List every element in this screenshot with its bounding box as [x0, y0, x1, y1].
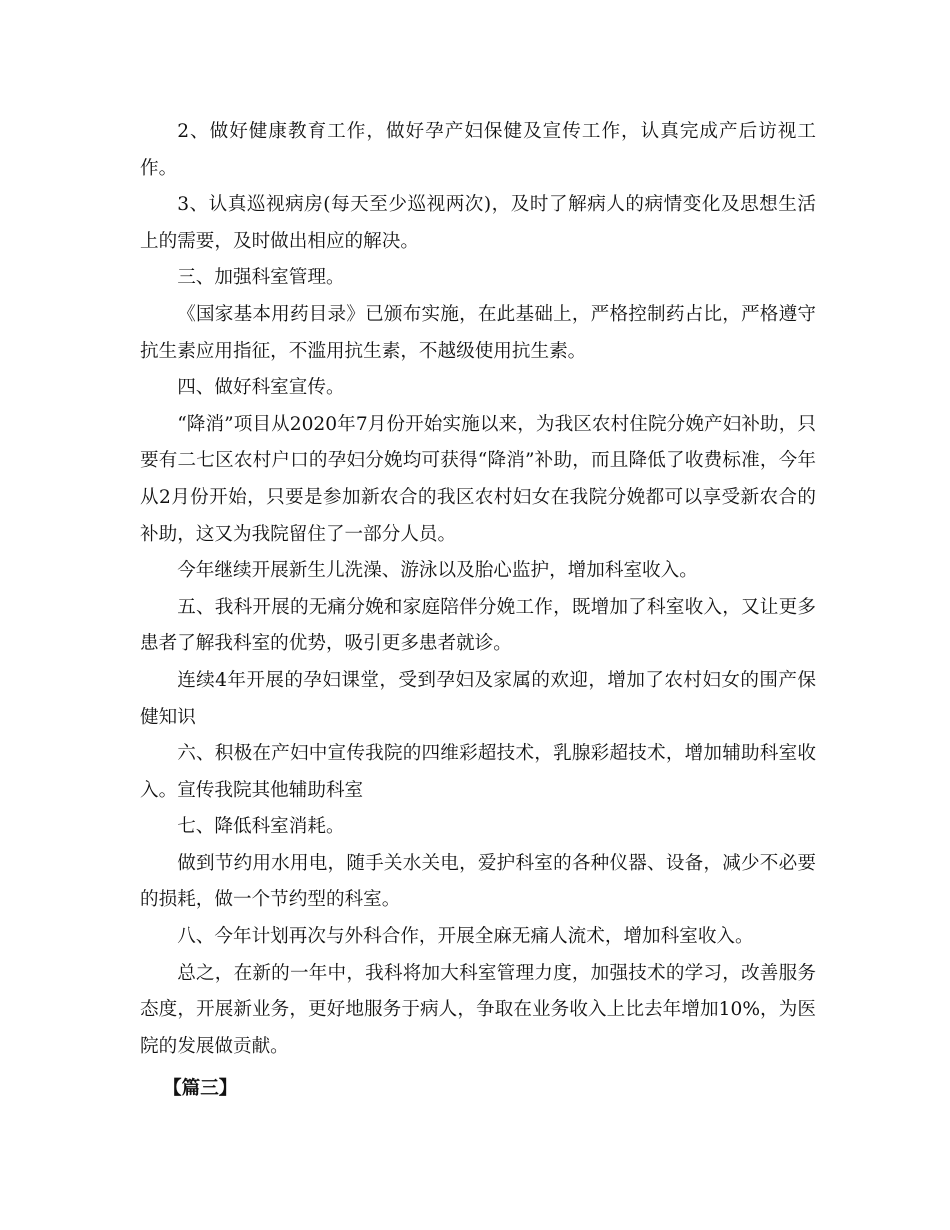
paragraph-painless-delivery: 五、我科开展的无痛分娩和家庭陪伴分娩工作，既增加了科室收入，又让更多患者了解我科室的优势，吸引更多患者就诊。	[140, 596, 816, 655]
paragraph-newborn-services: 今年继续开展新生儿洗澡、游泳以及胎心监护，增加科室收入。	[177, 560, 698, 582]
heading-department-management: 三、加强科室管理。	[177, 267, 345, 289]
document-body	[140, 114, 816, 1108]
heading-reduce-consumption: 七、降低科室消耗。	[177, 816, 345, 838]
paragraph-maternal-classes: 连续4年开展的孕妇课堂，受到孕妇及家属的欢迎，增加了农村妇女的围产保健知识	[140, 669, 816, 728]
paragraph-ward-rounds: 3、认真巡视病房(每天至少巡视两次)，及时了解病人的病情变化及思想生活上的需要，及时做出相应的解决。	[140, 194, 816, 252]
paragraph-health-education: 2、做好健康教育工作，做好孕产妇保健及宣传工作，认真完成产后访视工作。	[140, 121, 816, 179]
paragraph-essential-drug-list: 《国家基本用药目录》已颁布实施，在此基础上，严格控制药占比，严格遵守抗生素应用指征，不滥用抗生素，不越级使用抗生素。	[140, 303, 816, 362]
paragraph-subsidy-project: “降消”项目从2020年7月份开始实施以来，为我区农村住院分娩产妇补助，只要有二七区农村户口的孕妇分娩均可获得“降消”补助，而且降低了收费标准，今年从2月份开始，只要是参加新农合的我区农村妇女在我院分娩都可以享受新农合的补助，这又为我院留住了一部分人员。	[140, 413, 816, 545]
heading-department-publicity: 四、做好科室宣传。	[177, 377, 345, 399]
paragraph-conclusion: 总之，在新的一年中，我科将加大科室管理力度，加强技术的学习，改善服务态度，开展新业务，更好地服务于病人，争取在业务收入上比去年增加10%，为医院的发展做贡献。	[140, 962, 816, 1057]
paragraph-ultrasound-promotion: 六、积极在产妇中宣传我院的四维彩超技术，乳腺彩超技术，增加辅助科室收入。宣传我院其他辅助科室	[140, 743, 816, 801]
paragraph-save-resources: 做到节约用水用电，随手关水关电，爱护科室的各种仪器、设备，减少不必要的损耗，做一个节约型的科室。	[140, 852, 816, 911]
paragraph-surgery-cooperation: 八、今年计划再次与外科合作，开展全麻无痛人流术，增加科室收入。	[177, 926, 754, 948]
section-heading-part-three: 【篇三】	[163, 1078, 238, 1100]
